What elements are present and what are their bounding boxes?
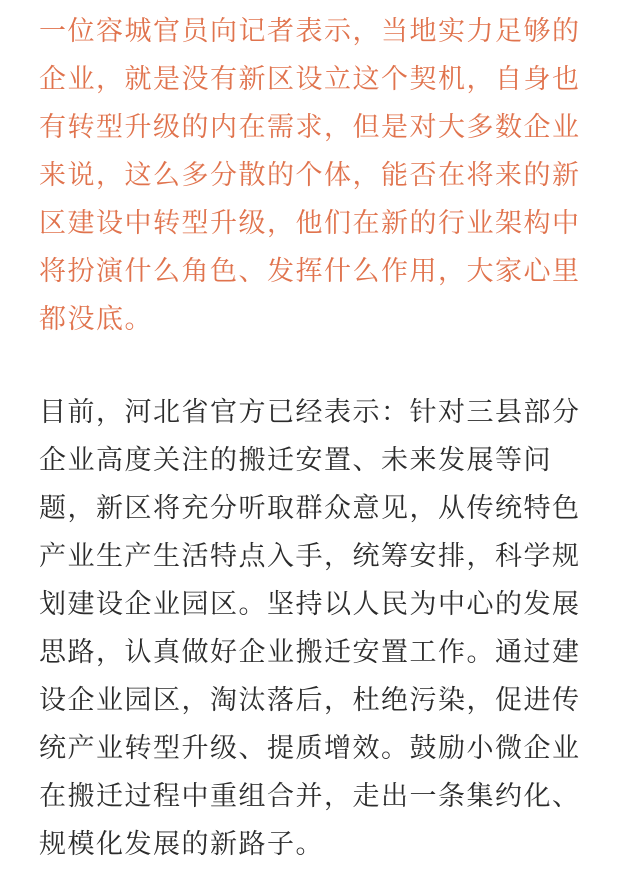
paragraph-line: 有转型升级的内在需求，但是对大多数企业 [39,112,581,143]
paragraph-line: 都没底。 [39,304,153,335]
paragraph-line: 思路，认真做好企业搬迁安置工作。通过建 [39,637,581,668]
highlighted-paragraph [0,8,640,344]
paragraph-spacer [0,344,640,389]
paragraph-line: 在搬迁过程中重组合并，走出一条集约化、 [39,781,581,812]
paragraph-line: 来说，这么多分散的个体，能否在将来的新 [39,160,581,191]
paragraph-line: 统产业转型升级、提质增效。鼓励小微企业 [39,733,581,764]
paragraph-line: 企业，就是没有新区设立这个契机，自身也 [39,64,581,95]
paragraph-line: 企业高度关注的搬迁安置、未来发展等问 [39,445,552,476]
paragraph-line: 规模化发展的新路子。 [39,829,324,860]
paragraph-line: 区建设中转型升级，他们在新的行业架构中 [39,208,581,239]
paragraph-line: 一位容城官员向记者表示，当地实力足够的 [39,16,581,47]
paragraph-line: 划建设企业园区。坚持以人民为中心的发展 [39,589,581,620]
paragraph-line: 将扮演什么角色、发挥什么作用，大家心里 [39,256,581,287]
paragraph-line: 题，新区将充分听取群众意见，从传统特色 [39,493,581,524]
paragraph-line: 目前，河北省官方已经表示：针对三县部分 [39,397,581,428]
paragraph-line: 设企业园区，淘汰落后，杜绝污染，促进传 [39,685,581,716]
body-paragraph [0,389,640,869]
paragraph-line: 产业生产生活特点入手，统筹安排，科学规 [39,541,581,572]
